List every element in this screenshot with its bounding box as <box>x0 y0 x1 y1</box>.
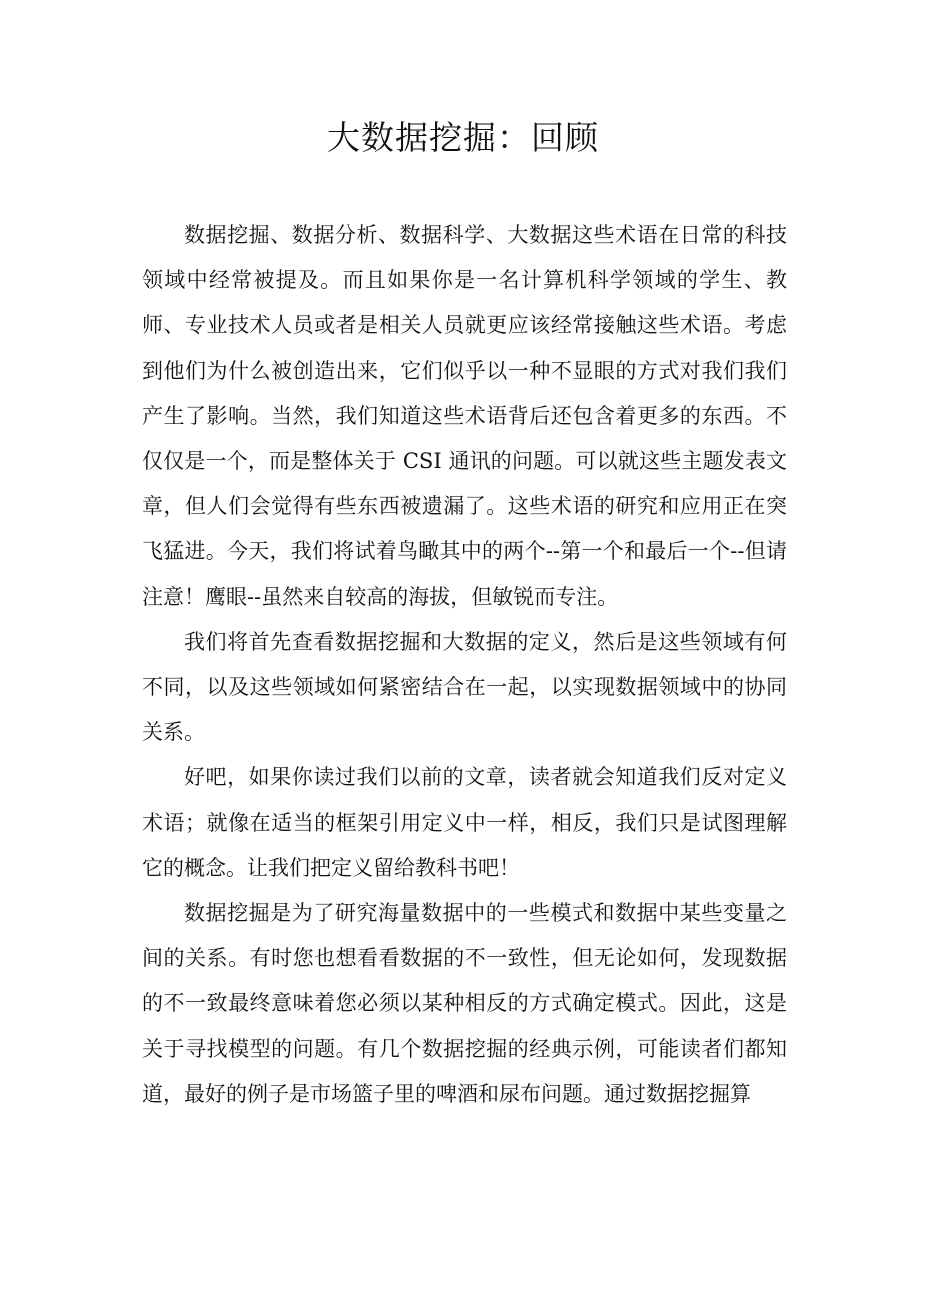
document-body <box>142 213 787 1117</box>
document-title: 大数据挖掘：回顾 <box>327 118 599 157</box>
paragraph-4: 数据挖掘是为了研究海量数据中的一些模式和数据中某些变量之间的关系。有时您也想看看数据的不一致性，但无论如何，发现数据的不一致最终意味着您必须以某种相反的方式确定模式。因此，这是关于寻找模型的问题。有几个数据挖掘的经典示例，可能读者们都知道，最好的例子是市场篮子里的啤酒和尿布问题。通过数据挖掘算 <box>142 901 787 1106</box>
paragraph-2: 我们将首先查看数据挖掘和大数据的定义，然后是这些领域有何不同，以及这些领域如何紧密结合在一起，以实现数据领域中的协同关系。 <box>142 629 787 745</box>
paragraph-1: 数据挖掘、数据分析、数据科学、大数据这些术语在日常的科技领域中经常被提及。而且如果你是一名计算机科学领域的学生、教师、专业技术人员或者是相关人员就更应该经常接触这些术语。考虑到他们为什么被创造出来，它们似乎以一种不显眼的方式对我们我们产生了影响。当然，我们知道这些术语背后还包含着更多的东西。不仅仅是一个，而是整体关于 CSI 通讯的问题。可以就这些主题发表文章，但人们会觉得有些东西被遗漏了。这些术语的研究和应用正在突飞猛进。今天，我们将试着鸟瞰其中的两个--第一个和最后一个--但请注意！鹰眼--虽然来自较高的海拔，但敏锐而专注。 <box>142 223 787 609</box>
paragraph-3: 好吧，如果你读过我们以前的文章，读者就会知道我们反对定义术语；就像在适当的框架引用定义中一样，相反，我们只是试图理解它的概念。让我们把定义留给教科书吧！ <box>142 765 787 880</box>
